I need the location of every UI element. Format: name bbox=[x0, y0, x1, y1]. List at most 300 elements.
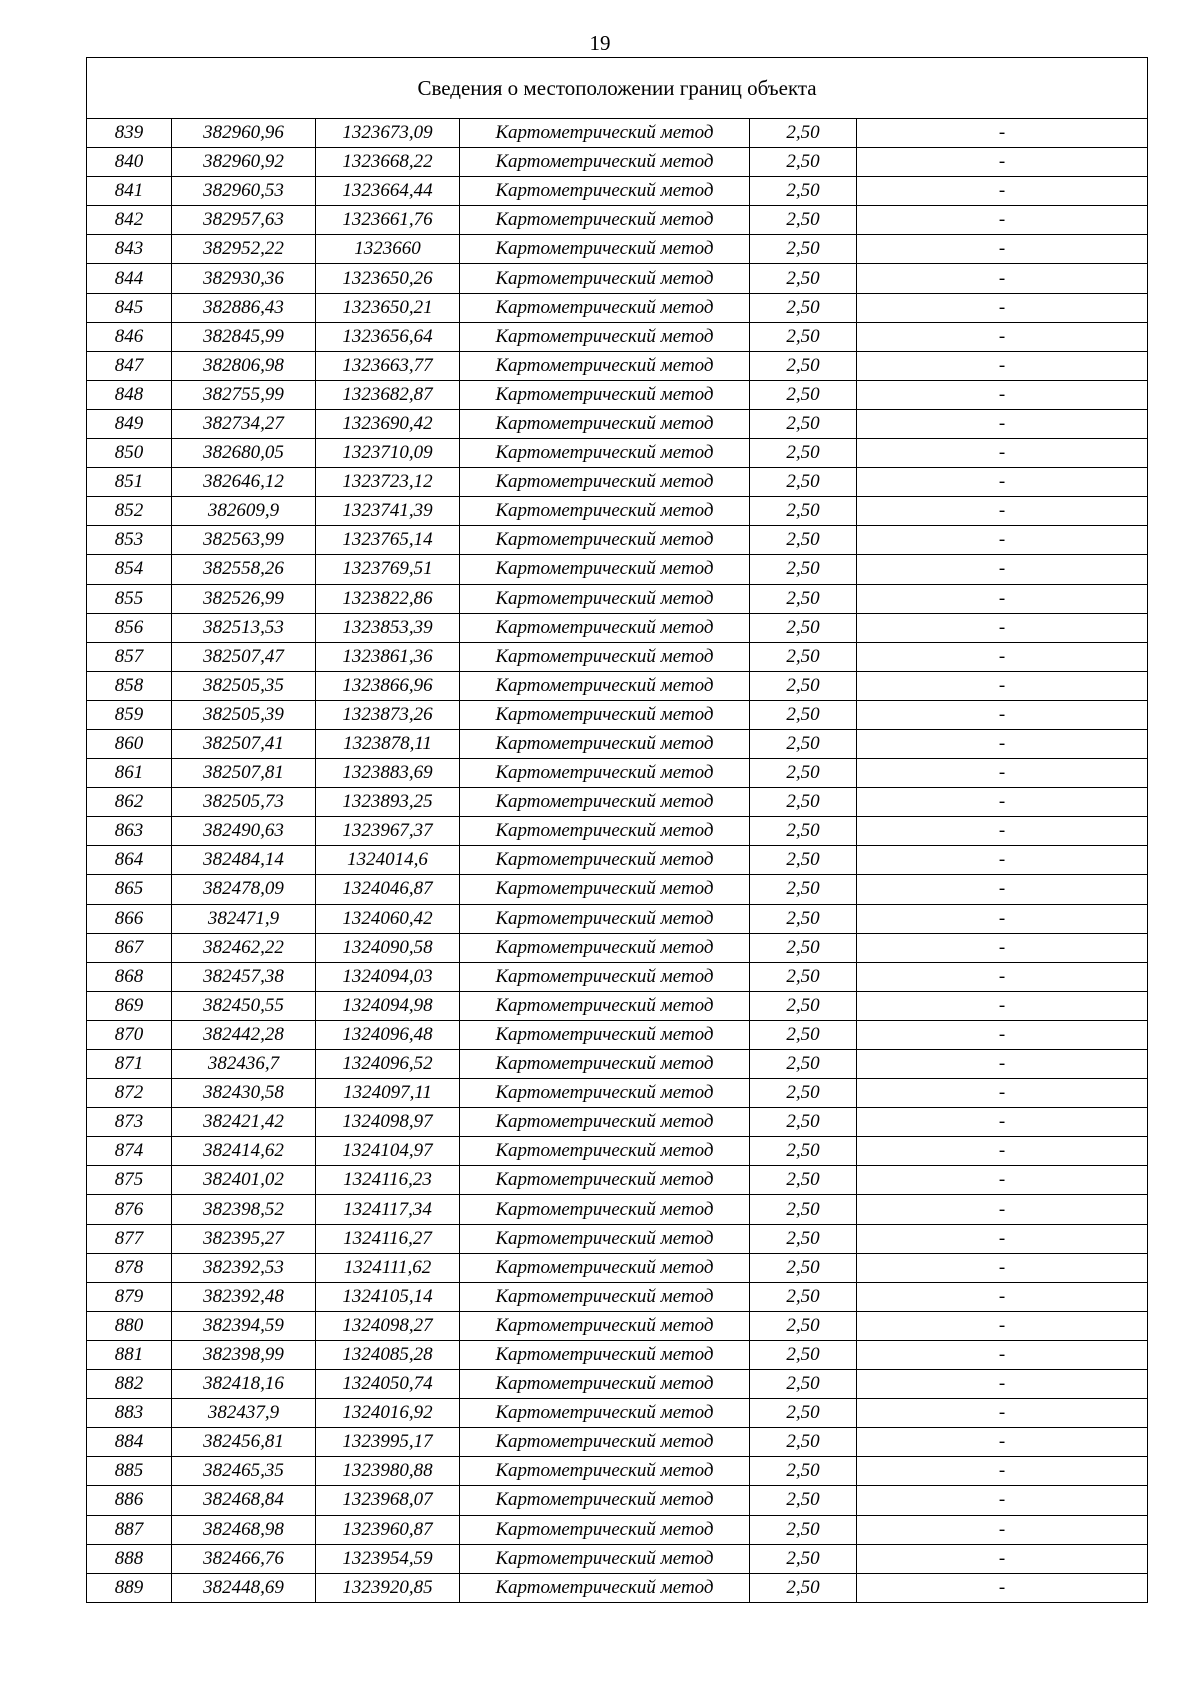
accuracy-cell: 2,50 bbox=[750, 1457, 857, 1486]
table-row bbox=[87, 613, 1148, 642]
note-cell: - bbox=[857, 1050, 1148, 1079]
accuracy-cell: 2,50 bbox=[750, 380, 857, 409]
x-coordinate-cell: 382886,43 bbox=[172, 293, 316, 322]
table-row bbox=[87, 468, 1148, 497]
accuracy-cell: 2,50 bbox=[750, 468, 857, 497]
x-coordinate-cell: 382563,99 bbox=[172, 526, 316, 555]
y-coordinate-cell: 1323878,11 bbox=[316, 729, 460, 758]
accuracy-cell: 2,50 bbox=[750, 497, 857, 526]
method-cell: Картометрический метод bbox=[460, 1370, 750, 1399]
method-cell: Картометрический метод bbox=[460, 1573, 750, 1602]
y-coordinate-cell: 1324050,74 bbox=[316, 1370, 460, 1399]
y-coordinate-cell: 1323650,26 bbox=[316, 264, 460, 293]
y-coordinate-cell: 1323980,88 bbox=[316, 1457, 460, 1486]
y-coordinate-cell: 1324085,28 bbox=[316, 1340, 460, 1369]
boundary-points-table bbox=[86, 57, 1148, 1603]
point-number-cell: 864 bbox=[87, 846, 172, 875]
point-number-cell: 889 bbox=[87, 1573, 172, 1602]
note-cell: - bbox=[857, 206, 1148, 235]
table-row bbox=[87, 817, 1148, 846]
point-number-cell: 850 bbox=[87, 439, 172, 468]
y-coordinate-cell: 1323650,21 bbox=[316, 293, 460, 322]
note-cell: - bbox=[857, 468, 1148, 497]
note-cell: - bbox=[857, 497, 1148, 526]
y-coordinate-cell: 1323769,51 bbox=[316, 555, 460, 584]
method-cell: Картометрический метод bbox=[460, 933, 750, 962]
accuracy-cell: 2,50 bbox=[750, 148, 857, 177]
point-number-cell: 856 bbox=[87, 613, 172, 642]
y-coordinate-cell: 1323682,87 bbox=[316, 380, 460, 409]
accuracy-cell: 2,50 bbox=[750, 1399, 857, 1428]
page-number: 19 bbox=[589, 31, 611, 55]
accuracy-cell: 2,50 bbox=[750, 613, 857, 642]
note-cell: - bbox=[857, 846, 1148, 875]
point-number-cell: 875 bbox=[87, 1166, 172, 1195]
point-number-cell: 877 bbox=[87, 1224, 172, 1253]
y-coordinate-cell: 1324094,98 bbox=[316, 991, 460, 1020]
table-row bbox=[87, 1311, 1148, 1340]
method-cell: Картометрический метод bbox=[460, 526, 750, 555]
y-coordinate-cell: 1324105,14 bbox=[316, 1282, 460, 1311]
accuracy-cell: 2,50 bbox=[750, 1573, 857, 1602]
table-row bbox=[87, 351, 1148, 380]
table-row bbox=[87, 119, 1148, 148]
point-number-cell: 860 bbox=[87, 729, 172, 758]
point-number-cell: 854 bbox=[87, 555, 172, 584]
method-cell: Картометрический метод bbox=[460, 671, 750, 700]
x-coordinate-cell: 382450,55 bbox=[172, 991, 316, 1020]
accuracy-cell: 2,50 bbox=[750, 439, 857, 468]
x-coordinate-cell: 382392,53 bbox=[172, 1253, 316, 1282]
method-cell: Картометрический метод bbox=[460, 409, 750, 438]
accuracy-cell: 2,50 bbox=[750, 235, 857, 264]
table-row bbox=[87, 1544, 1148, 1573]
y-coordinate-cell: 1323660 bbox=[316, 235, 460, 264]
point-number-cell: 847 bbox=[87, 351, 172, 380]
note-cell: - bbox=[857, 962, 1148, 991]
table-row bbox=[87, 235, 1148, 264]
point-number-cell: 869 bbox=[87, 991, 172, 1020]
note-cell: - bbox=[857, 1079, 1148, 1108]
note-cell: - bbox=[857, 1020, 1148, 1049]
note-cell: - bbox=[857, 1195, 1148, 1224]
method-cell: Картометрический метод bbox=[460, 1282, 750, 1311]
method-cell: Картометрический метод bbox=[460, 1544, 750, 1573]
y-coordinate-cell: 1323822,86 bbox=[316, 584, 460, 613]
method-cell: Картометрический метод bbox=[460, 642, 750, 671]
table-row bbox=[87, 1253, 1148, 1282]
x-coordinate-cell: 382468,84 bbox=[172, 1486, 316, 1515]
y-coordinate-cell: 1323960,87 bbox=[316, 1515, 460, 1544]
note-cell: - bbox=[857, 235, 1148, 264]
accuracy-cell: 2,50 bbox=[750, 119, 857, 148]
y-coordinate-cell: 1323673,09 bbox=[316, 119, 460, 148]
y-coordinate-cell: 1324111,62 bbox=[316, 1253, 460, 1282]
table-row bbox=[87, 1282, 1148, 1311]
table-row bbox=[87, 1370, 1148, 1399]
y-coordinate-cell: 1323765,14 bbox=[316, 526, 460, 555]
y-coordinate-cell: 1324046,87 bbox=[316, 875, 460, 904]
x-coordinate-cell: 382465,35 bbox=[172, 1457, 316, 1486]
x-coordinate-cell: 382957,63 bbox=[172, 206, 316, 235]
note-cell: - bbox=[857, 584, 1148, 613]
point-number-cell: 887 bbox=[87, 1515, 172, 1544]
accuracy-cell: 2,50 bbox=[750, 1486, 857, 1515]
x-coordinate-cell: 382478,09 bbox=[172, 875, 316, 904]
note-cell: - bbox=[857, 788, 1148, 817]
point-number-cell: 882 bbox=[87, 1370, 172, 1399]
method-cell: Картометрический метод bbox=[460, 293, 750, 322]
point-number-cell: 862 bbox=[87, 788, 172, 817]
table-row bbox=[87, 1399, 1148, 1428]
table-row bbox=[87, 962, 1148, 991]
table-title-row bbox=[87, 58, 1148, 119]
table-row bbox=[87, 526, 1148, 555]
x-coordinate-cell: 382513,53 bbox=[172, 613, 316, 642]
accuracy-cell: 2,50 bbox=[750, 1311, 857, 1340]
accuracy-cell: 2,50 bbox=[750, 1340, 857, 1369]
x-coordinate-cell: 382395,27 bbox=[172, 1224, 316, 1253]
y-coordinate-cell: 1323723,12 bbox=[316, 468, 460, 497]
accuracy-cell: 2,50 bbox=[750, 584, 857, 613]
point-number-cell: 865 bbox=[87, 875, 172, 904]
accuracy-cell: 2,50 bbox=[750, 1224, 857, 1253]
y-coordinate-cell: 1323866,96 bbox=[316, 671, 460, 700]
point-number-cell: 880 bbox=[87, 1311, 172, 1340]
x-coordinate-cell: 382414,62 bbox=[172, 1137, 316, 1166]
table-row bbox=[87, 1195, 1148, 1224]
method-cell: Картометрический метод bbox=[460, 1020, 750, 1049]
point-number-cell: 859 bbox=[87, 700, 172, 729]
method-cell: Картометрический метод bbox=[460, 555, 750, 584]
method-cell: Картометрический метод bbox=[460, 119, 750, 148]
x-coordinate-cell: 382952,22 bbox=[172, 235, 316, 264]
y-coordinate-cell: 1323920,85 bbox=[316, 1573, 460, 1602]
y-coordinate-cell: 1324098,27 bbox=[316, 1311, 460, 1340]
accuracy-cell: 2,50 bbox=[750, 206, 857, 235]
note-cell: - bbox=[857, 439, 1148, 468]
point-number-cell: 844 bbox=[87, 264, 172, 293]
x-coordinate-cell: 382421,42 bbox=[172, 1108, 316, 1137]
table-row bbox=[87, 933, 1148, 962]
x-coordinate-cell: 382507,47 bbox=[172, 642, 316, 671]
x-coordinate-cell: 382806,98 bbox=[172, 351, 316, 380]
note-cell: - bbox=[857, 1457, 1148, 1486]
y-coordinate-cell: 1323664,44 bbox=[316, 177, 460, 206]
method-cell: Картометрический метод bbox=[460, 177, 750, 206]
table-row bbox=[87, 729, 1148, 758]
accuracy-cell: 2,50 bbox=[750, 351, 857, 380]
table-row bbox=[87, 206, 1148, 235]
note-cell: - bbox=[857, 700, 1148, 729]
table-row bbox=[87, 1486, 1148, 1515]
table-row bbox=[87, 1428, 1148, 1457]
note-cell: - bbox=[857, 1340, 1148, 1369]
x-coordinate-cell: 382960,92 bbox=[172, 148, 316, 177]
accuracy-cell: 2,50 bbox=[750, 264, 857, 293]
point-number-cell: 855 bbox=[87, 584, 172, 613]
accuracy-cell: 2,50 bbox=[750, 1253, 857, 1282]
note-cell: - bbox=[857, 1428, 1148, 1457]
method-cell: Картометрический метод bbox=[460, 148, 750, 177]
accuracy-cell: 2,50 bbox=[750, 1282, 857, 1311]
x-coordinate-cell: 382734,27 bbox=[172, 409, 316, 438]
accuracy-cell: 2,50 bbox=[750, 671, 857, 700]
note-cell: - bbox=[857, 1282, 1148, 1311]
x-coordinate-cell: 382526,99 bbox=[172, 584, 316, 613]
y-coordinate-cell: 1323690,42 bbox=[316, 409, 460, 438]
table-row bbox=[87, 584, 1148, 613]
accuracy-cell: 2,50 bbox=[750, 526, 857, 555]
note-cell: - bbox=[857, 322, 1148, 351]
x-coordinate-cell: 382930,36 bbox=[172, 264, 316, 293]
note-cell: - bbox=[857, 1399, 1148, 1428]
table-row bbox=[87, 788, 1148, 817]
method-cell: Картометрический метод bbox=[460, 1079, 750, 1108]
point-number-cell: 883 bbox=[87, 1399, 172, 1428]
point-number-cell: 858 bbox=[87, 671, 172, 700]
note-cell: - bbox=[857, 759, 1148, 788]
method-cell: Картометрический метод bbox=[460, 584, 750, 613]
y-coordinate-cell: 1324014,6 bbox=[316, 846, 460, 875]
x-coordinate-cell: 382398,52 bbox=[172, 1195, 316, 1224]
point-number-cell: 863 bbox=[87, 817, 172, 846]
point-number-cell: 888 bbox=[87, 1544, 172, 1573]
x-coordinate-cell: 382457,38 bbox=[172, 962, 316, 991]
accuracy-cell: 2,50 bbox=[750, 962, 857, 991]
table-row bbox=[87, 1108, 1148, 1137]
accuracy-cell: 2,50 bbox=[750, 409, 857, 438]
table-title: Сведения о местоположении границ объекта bbox=[87, 58, 1148, 119]
method-cell: Картометрический метод bbox=[460, 1253, 750, 1282]
point-number-cell: 870 bbox=[87, 1020, 172, 1049]
method-cell: Картометрический метод bbox=[460, 497, 750, 526]
note-cell: - bbox=[857, 904, 1148, 933]
method-cell: Картометрический метод bbox=[460, 962, 750, 991]
point-number-cell: 884 bbox=[87, 1428, 172, 1457]
note-cell: - bbox=[857, 1370, 1148, 1399]
note-cell: - bbox=[857, 1486, 1148, 1515]
y-coordinate-cell: 1324094,03 bbox=[316, 962, 460, 991]
note-cell: - bbox=[857, 148, 1148, 177]
method-cell: Картометрический метод bbox=[460, 817, 750, 846]
point-number-cell: 878 bbox=[87, 1253, 172, 1282]
point-number-cell: 879 bbox=[87, 1282, 172, 1311]
accuracy-cell: 2,50 bbox=[750, 933, 857, 962]
table-row bbox=[87, 875, 1148, 904]
point-number-cell: 886 bbox=[87, 1486, 172, 1515]
accuracy-cell: 2,50 bbox=[750, 759, 857, 788]
table-row bbox=[87, 671, 1148, 700]
table-row bbox=[87, 1224, 1148, 1253]
x-coordinate-cell: 382845,99 bbox=[172, 322, 316, 351]
accuracy-cell: 2,50 bbox=[750, 555, 857, 584]
y-coordinate-cell: 1324096,52 bbox=[316, 1050, 460, 1079]
y-coordinate-cell: 1323661,76 bbox=[316, 206, 460, 235]
accuracy-cell: 2,50 bbox=[750, 1050, 857, 1079]
table-row bbox=[87, 1166, 1148, 1195]
y-coordinate-cell: 1324098,97 bbox=[316, 1108, 460, 1137]
y-coordinate-cell: 1324117,34 bbox=[316, 1195, 460, 1224]
method-cell: Картометрический метод bbox=[460, 468, 750, 497]
method-cell: Картометрический метод bbox=[460, 1108, 750, 1137]
point-number-cell: 842 bbox=[87, 206, 172, 235]
accuracy-cell: 2,50 bbox=[750, 875, 857, 904]
note-cell: - bbox=[857, 351, 1148, 380]
method-cell: Картометрический метод bbox=[460, 700, 750, 729]
y-coordinate-cell: 1323656,64 bbox=[316, 322, 460, 351]
y-coordinate-cell: 1323967,37 bbox=[316, 817, 460, 846]
table-row bbox=[87, 1515, 1148, 1544]
accuracy-cell: 2,50 bbox=[750, 788, 857, 817]
method-cell: Картометрический метод bbox=[460, 1050, 750, 1079]
x-coordinate-cell: 382507,41 bbox=[172, 729, 316, 758]
method-cell: Картометрический метод bbox=[460, 235, 750, 264]
x-coordinate-cell: 382401,02 bbox=[172, 1166, 316, 1195]
x-coordinate-cell: 382646,12 bbox=[172, 468, 316, 497]
accuracy-cell: 2,50 bbox=[750, 817, 857, 846]
method-cell: Картометрический метод bbox=[460, 875, 750, 904]
method-cell: Картометрический метод bbox=[460, 264, 750, 293]
table-row bbox=[87, 1020, 1148, 1049]
accuracy-cell: 2,50 bbox=[750, 1108, 857, 1137]
y-coordinate-cell: 1323893,25 bbox=[316, 788, 460, 817]
table-row bbox=[87, 293, 1148, 322]
y-coordinate-cell: 1323853,39 bbox=[316, 613, 460, 642]
table-row bbox=[87, 148, 1148, 177]
method-cell: Картометрический метод bbox=[460, 788, 750, 817]
table-row bbox=[87, 497, 1148, 526]
table-row bbox=[87, 1340, 1148, 1369]
point-number-cell: 885 bbox=[87, 1457, 172, 1486]
accuracy-cell: 2,50 bbox=[750, 991, 857, 1020]
table-row bbox=[87, 991, 1148, 1020]
table-row bbox=[87, 846, 1148, 875]
note-cell: - bbox=[857, 1311, 1148, 1340]
table-row bbox=[87, 1573, 1148, 1602]
note-cell: - bbox=[857, 991, 1148, 1020]
point-number-cell: 846 bbox=[87, 322, 172, 351]
x-coordinate-cell: 382448,69 bbox=[172, 1573, 316, 1602]
note-cell: - bbox=[857, 526, 1148, 555]
method-cell: Картометрический метод bbox=[460, 1311, 750, 1340]
point-number-cell: 851 bbox=[87, 468, 172, 497]
x-coordinate-cell: 382471,9 bbox=[172, 904, 316, 933]
x-coordinate-cell: 382490,63 bbox=[172, 817, 316, 846]
note-cell: - bbox=[857, 1108, 1148, 1137]
x-coordinate-cell: 382558,26 bbox=[172, 555, 316, 584]
method-cell: Картометрический метод bbox=[460, 380, 750, 409]
x-coordinate-cell: 382505,73 bbox=[172, 788, 316, 817]
point-number-cell: 867 bbox=[87, 933, 172, 962]
table-row bbox=[87, 322, 1148, 351]
x-coordinate-cell: 382456,81 bbox=[172, 1428, 316, 1457]
x-coordinate-cell: 382442,28 bbox=[172, 1020, 316, 1049]
method-cell: Картометрический метод bbox=[460, 729, 750, 758]
table-row bbox=[87, 642, 1148, 671]
y-coordinate-cell: 1324116,27 bbox=[316, 1224, 460, 1253]
point-number-cell: 874 bbox=[87, 1137, 172, 1166]
accuracy-cell: 2,50 bbox=[750, 700, 857, 729]
y-coordinate-cell: 1324116,23 bbox=[316, 1166, 460, 1195]
note-cell: - bbox=[857, 933, 1148, 962]
x-coordinate-cell: 382505,39 bbox=[172, 700, 316, 729]
point-number-cell: 868 bbox=[87, 962, 172, 991]
note-cell: - bbox=[857, 119, 1148, 148]
accuracy-cell: 2,50 bbox=[750, 1079, 857, 1108]
x-coordinate-cell: 382436,7 bbox=[172, 1050, 316, 1079]
x-coordinate-cell: 382468,98 bbox=[172, 1515, 316, 1544]
method-cell: Картометрический метод bbox=[460, 1340, 750, 1369]
note-cell: - bbox=[857, 1224, 1148, 1253]
note-cell: - bbox=[857, 1573, 1148, 1602]
table-row bbox=[87, 759, 1148, 788]
point-number-cell: 845 bbox=[87, 293, 172, 322]
point-number-cell: 849 bbox=[87, 409, 172, 438]
table-row bbox=[87, 700, 1148, 729]
accuracy-cell: 2,50 bbox=[750, 1370, 857, 1399]
method-cell: Картометрический метод bbox=[460, 1195, 750, 1224]
table-row bbox=[87, 1079, 1148, 1108]
accuracy-cell: 2,50 bbox=[750, 642, 857, 671]
point-number-cell: 871 bbox=[87, 1050, 172, 1079]
note-cell: - bbox=[857, 642, 1148, 671]
method-cell: Картометрический метод bbox=[460, 351, 750, 380]
y-coordinate-cell: 1323954,59 bbox=[316, 1544, 460, 1573]
point-number-cell: 853 bbox=[87, 526, 172, 555]
y-coordinate-cell: 1324097,11 bbox=[316, 1079, 460, 1108]
y-coordinate-cell: 1323873,26 bbox=[316, 700, 460, 729]
point-number-cell: 848 bbox=[87, 380, 172, 409]
method-cell: Картометрический метод bbox=[460, 904, 750, 933]
y-coordinate-cell: 1323861,36 bbox=[316, 642, 460, 671]
accuracy-cell: 2,50 bbox=[750, 904, 857, 933]
x-coordinate-cell: 382960,96 bbox=[172, 119, 316, 148]
point-number-cell: 852 bbox=[87, 497, 172, 526]
table-row bbox=[87, 264, 1148, 293]
x-coordinate-cell: 382484,14 bbox=[172, 846, 316, 875]
point-number-cell: 843 bbox=[87, 235, 172, 264]
table-row bbox=[87, 555, 1148, 584]
x-coordinate-cell: 382960,53 bbox=[172, 177, 316, 206]
point-number-cell: 876 bbox=[87, 1195, 172, 1224]
note-cell: - bbox=[857, 177, 1148, 206]
note-cell: - bbox=[857, 1166, 1148, 1195]
method-cell: Картометрический метод bbox=[460, 1486, 750, 1515]
table-row bbox=[87, 380, 1148, 409]
method-cell: Картометрический метод bbox=[460, 1137, 750, 1166]
y-coordinate-cell: 1323710,09 bbox=[316, 439, 460, 468]
x-coordinate-cell: 382680,05 bbox=[172, 439, 316, 468]
x-coordinate-cell: 382430,58 bbox=[172, 1079, 316, 1108]
table-row bbox=[87, 439, 1148, 468]
note-cell: - bbox=[857, 1253, 1148, 1282]
note-cell: - bbox=[857, 1515, 1148, 1544]
x-coordinate-cell: 382755,99 bbox=[172, 380, 316, 409]
y-coordinate-cell: 1323995,17 bbox=[316, 1428, 460, 1457]
accuracy-cell: 2,50 bbox=[750, 1428, 857, 1457]
point-number-cell: 841 bbox=[87, 177, 172, 206]
note-cell: - bbox=[857, 409, 1148, 438]
x-coordinate-cell: 382398,99 bbox=[172, 1340, 316, 1369]
x-coordinate-cell: 382609,9 bbox=[172, 497, 316, 526]
accuracy-cell: 2,50 bbox=[750, 1195, 857, 1224]
y-coordinate-cell: 1324090,58 bbox=[316, 933, 460, 962]
method-cell: Картометрический метод bbox=[460, 846, 750, 875]
point-number-cell: 861 bbox=[87, 759, 172, 788]
note-cell: - bbox=[857, 729, 1148, 758]
point-number-cell: 881 bbox=[87, 1340, 172, 1369]
